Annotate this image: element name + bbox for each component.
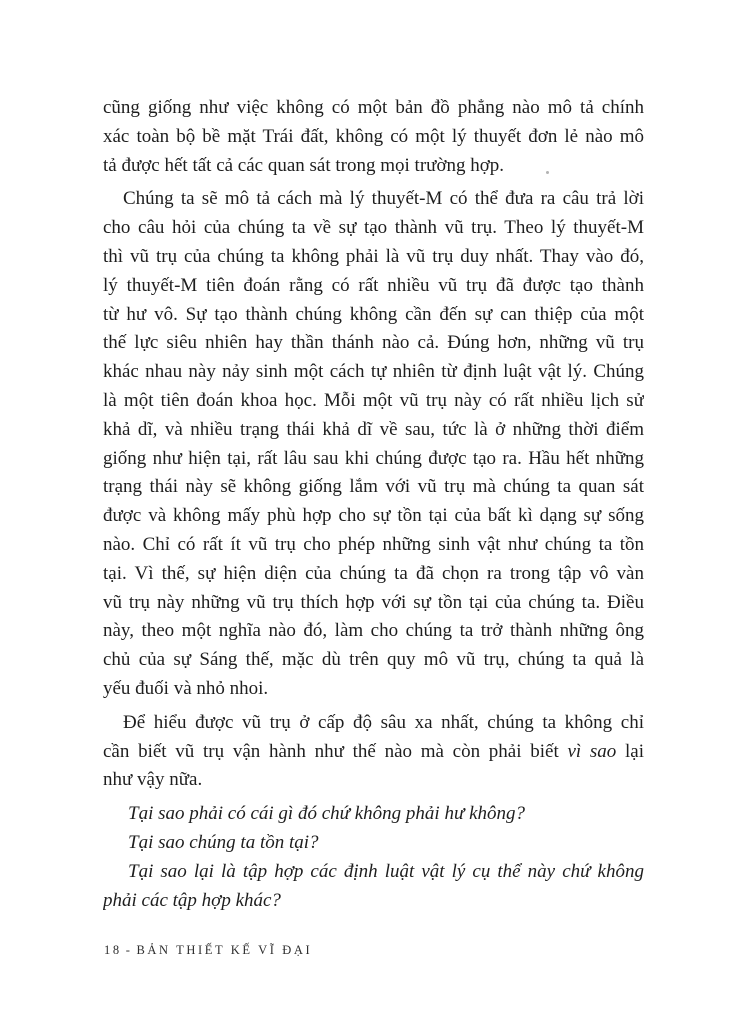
text-line: từ hư vô. Sự tạo thành chúng không cần đến sự can thiệp của một — [103, 303, 644, 325]
text-line: thì vũ trụ của chúng ta không phải là vũ trụ duy nhất. Thay vào đó, — [103, 245, 644, 267]
text-line: Tại sao chúng ta tồn tại? — [128, 831, 319, 853]
text-line: tại. Vì thế, sự hiện diện của chúng ta đã chọn ra trong tập vô vàn — [103, 562, 644, 584]
text-line: được và không mấy phù hợp cho sự tồn tại của bất kì dạng sự sống — [103, 505, 644, 527]
text-line: như vậy nữa. — [103, 769, 203, 791]
text-line: Chúng ta sẽ mô tả cách mà lý thuyết-M có thể đưa ra câu trả lời — [123, 188, 644, 210]
text-line: tả được hết tất cả các quan sát trong mọi trường hợp. — [103, 154, 505, 176]
text-line: chủ của sự Sáng thế, mặc dù trên quy mô vũ trụ, chúng ta quả là — [103, 649, 644, 671]
scan-speck — [546, 171, 549, 174]
text-line: vũ trụ này những vũ trụ thích hợp với sự tồn tại của chúng ta. Điều — [103, 591, 644, 613]
text-line: Tại sao phải có cái gì đó chứ không phải hư không? — [128, 803, 525, 825]
text-line: nào. Chỉ có rất ít vũ trụ cho phép những sinh vật như chúng ta tồn — [103, 533, 644, 555]
text-line: cho câu hỏi của chúng ta về sự tạo thành vũ trụ. Theo lý thuyết-M — [103, 217, 644, 239]
italic-emphasis: vì sao — [567, 740, 617, 762]
page-text-block — [103, 94, 644, 915]
text-line: này, theo một nghĩa nào đó, làm cho chúng ta trở thành những ông — [103, 620, 644, 642]
text-line: cũng giống như việc không có một bản đồ phẳng nào mô tả chính — [103, 97, 644, 118]
text-line: lý thuyết-M tiên đoán rằng có rất nhiều vũ trụ đã được tạo thành — [103, 274, 644, 296]
text-line: trạng thái này sẽ không giống lắm với vũ trụ mà chúng ta quan sát — [103, 476, 644, 498]
text-line: yếu đuối và nhỏ nhoi. — [103, 677, 269, 699]
question-paragraph — [103, 829, 644, 858]
text-line: xác toàn bộ bề mặt Trái đất, không có một lý thuyết đơn lẻ nào mô — [103, 125, 644, 147]
page-footer — [104, 942, 312, 958]
book-title: BẢN THIẾT KẾ VĨ ĐẠI — [136, 943, 313, 957]
text-line: giống như hiện tại, rất lâu sau khi chúng được tạo ra. Hầu hết những — [103, 447, 644, 469]
body-paragraph — [103, 94, 644, 180]
text-line: thế lực siêu nhiên hay thần thánh nào cả. Đúng hơn, những vũ trụ — [103, 332, 644, 354]
body-paragraph — [103, 185, 644, 703]
text-line: khả dĩ, và nhiều trạng thái khả dĩ về sau, tức là ở những thời điểm — [103, 418, 644, 440]
question-paragraph — [103, 800, 644, 829]
text-line: cần biết vũ trụ vận hành như thế nào mà còn phải biết vì sao lại — [103, 740, 644, 762]
page-number: 18 — [104, 943, 122, 957]
text-line: phải các tập hợp khác? — [103, 889, 281, 911]
text-line: Để hiểu được vũ trụ ở cấp độ sâu xa nhất, chúng ta không chỉ — [123, 711, 644, 733]
body-paragraph — [103, 709, 644, 795]
text-line: khác nhau này nảy sinh một cách tự nhiên từ định luật vật lý. Chúng — [103, 361, 644, 383]
text-line: là một tiên đoán khoa học. Mỗi một vũ trụ này có rất nhiều lịch sử — [103, 389, 644, 411]
footer-separator: - — [125, 943, 133, 957]
text-line: Tại sao lại là tập hợp các định luật vật lý cụ thể này chứ không — [128, 860, 644, 882]
question-paragraph — [103, 858, 644, 916]
